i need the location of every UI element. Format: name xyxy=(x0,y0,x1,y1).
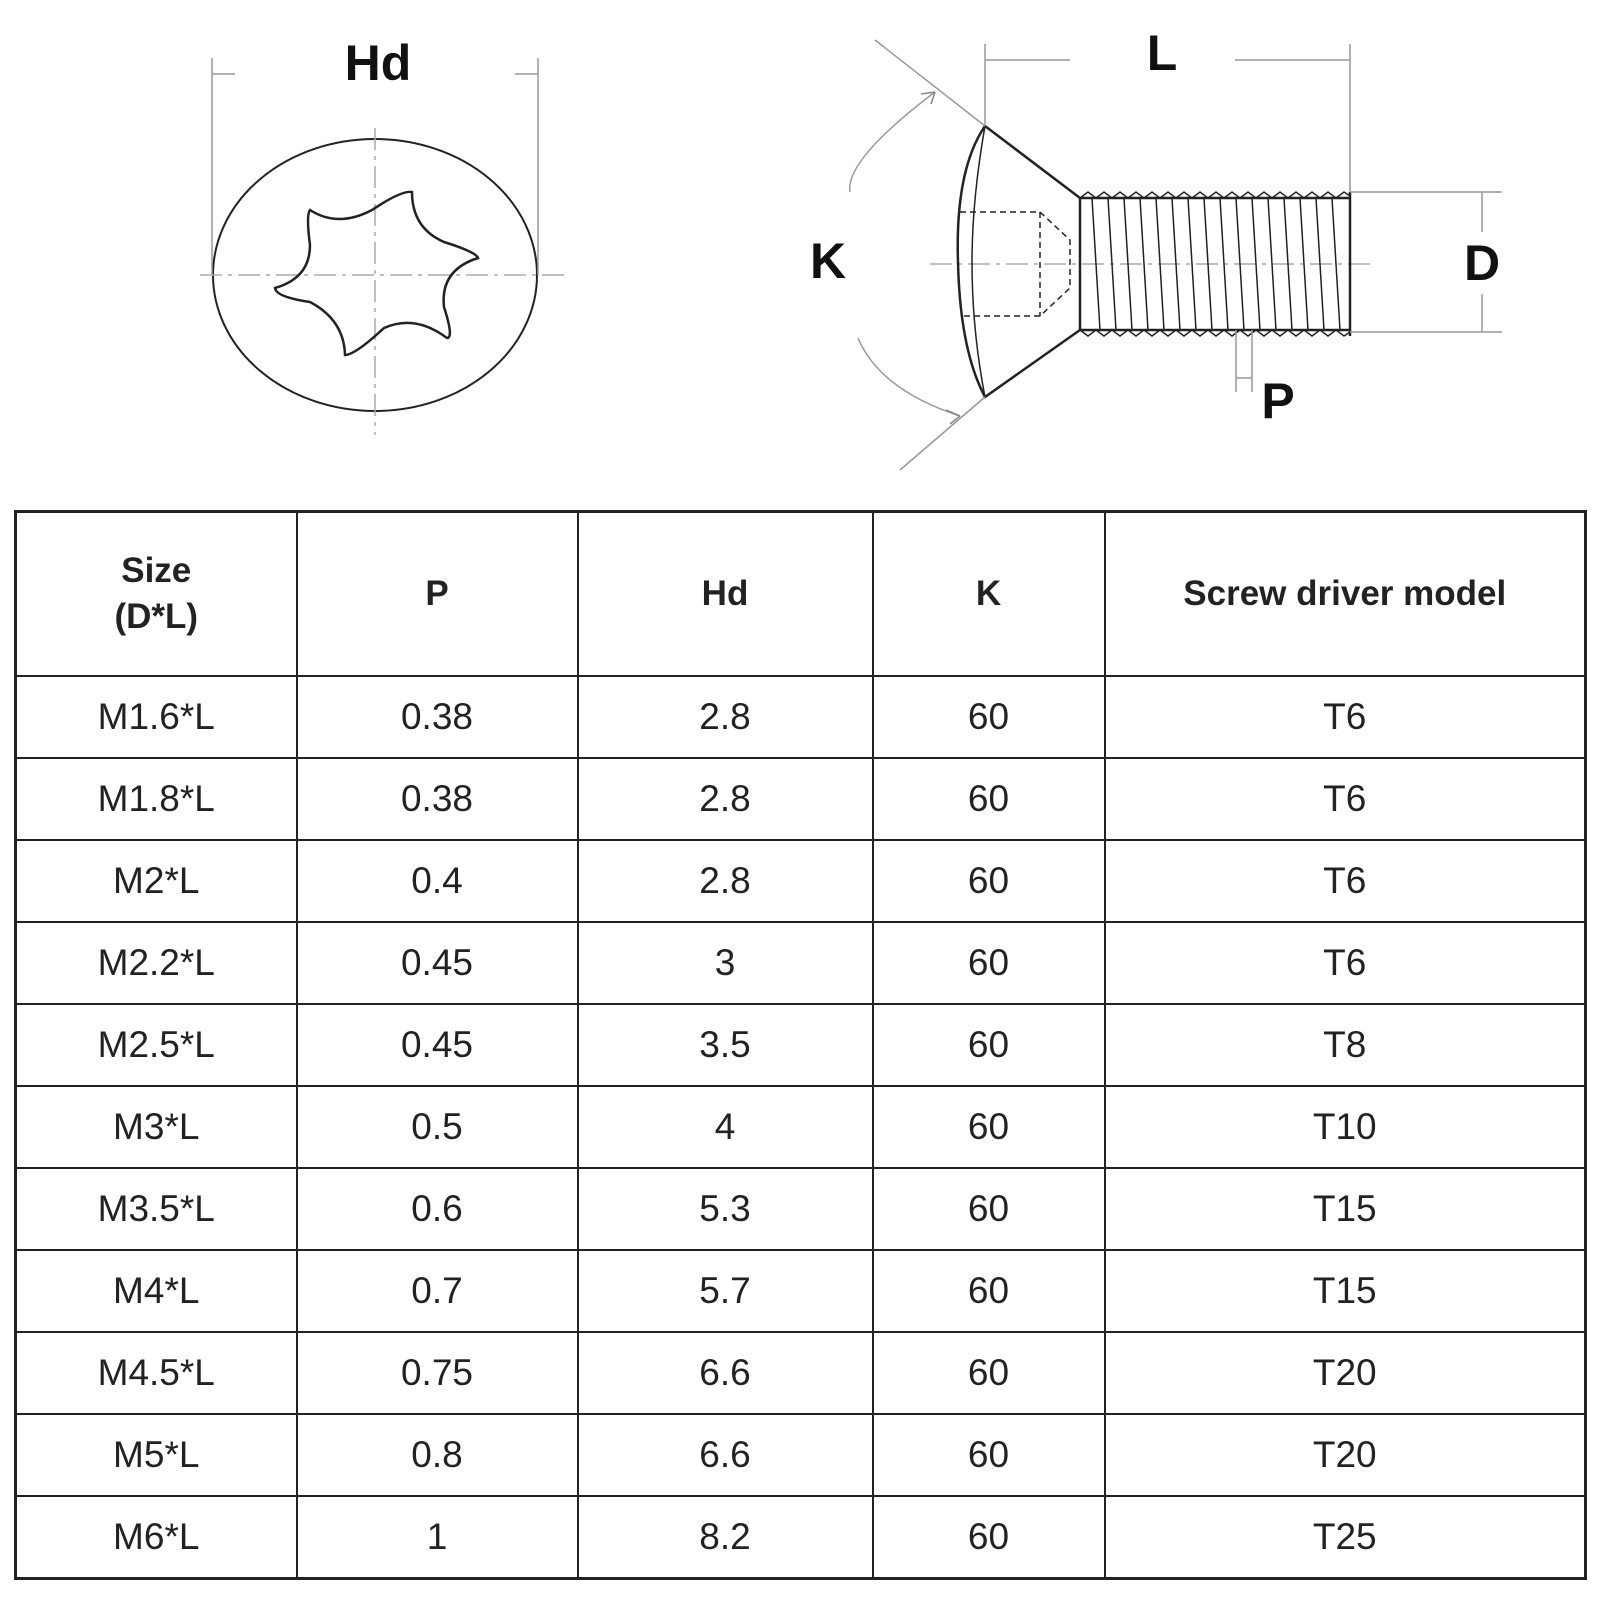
table-row xyxy=(16,840,1586,922)
cell-hd: 8.2 xyxy=(578,1496,873,1579)
cell-driver: T15 xyxy=(1105,1250,1586,1332)
cell-driver: T6 xyxy=(1105,676,1586,758)
cell-size: M1.8*L xyxy=(16,758,297,840)
cell-p: 0.4 xyxy=(297,840,578,922)
cell-driver: T20 xyxy=(1105,1414,1586,1496)
cell-driver: T8 xyxy=(1105,1004,1586,1086)
table-row xyxy=(16,1250,1586,1332)
cell-hd: 3 xyxy=(578,922,873,1004)
cell-hd: 6.6 xyxy=(578,1332,873,1414)
d-label: D xyxy=(1463,235,1501,291)
cell-p: 0.45 xyxy=(297,1004,578,1086)
cell-p: 0.5 xyxy=(297,1086,578,1168)
cell-size: M3.5*L xyxy=(16,1168,297,1250)
table-row xyxy=(16,676,1586,758)
k-label: K xyxy=(809,233,847,289)
cell-k: 60 xyxy=(873,1250,1105,1332)
p-label: P xyxy=(1261,373,1295,429)
cell-k: 60 xyxy=(873,1086,1105,1168)
header-hd: Hd xyxy=(578,512,873,677)
cell-p: 0.8 xyxy=(297,1414,578,1496)
cell-driver: T15 xyxy=(1105,1168,1586,1250)
cell-p: 1 xyxy=(297,1496,578,1579)
cell-size: M4*L xyxy=(16,1250,297,1332)
table-row xyxy=(16,758,1586,840)
header-driver: Screw driver model xyxy=(1105,512,1586,677)
cell-size: M5*L xyxy=(16,1414,297,1496)
cell-hd: 2.8 xyxy=(578,676,873,758)
table-row xyxy=(16,1332,1586,1414)
cell-k: 60 xyxy=(873,922,1105,1004)
cell-hd: 6.6 xyxy=(578,1414,873,1496)
cell-k: 60 xyxy=(873,676,1105,758)
cell-driver: T10 xyxy=(1105,1086,1586,1168)
cell-k: 60 xyxy=(873,1168,1105,1250)
cell-k: 60 xyxy=(873,840,1105,922)
header-size: Size (D*L) xyxy=(16,512,297,677)
cell-size: M2.2*L xyxy=(16,922,297,1004)
cell-size: M3*L xyxy=(16,1086,297,1168)
cell-size: M4.5*L xyxy=(16,1332,297,1414)
cell-size: M2*L xyxy=(16,840,297,922)
spec-table xyxy=(14,510,1587,1580)
cell-k: 60 xyxy=(873,1496,1105,1579)
screw-technical-drawing xyxy=(0,0,1600,500)
cell-driver: T6 xyxy=(1105,840,1586,922)
cell-k: 60 xyxy=(873,1414,1105,1496)
cell-driver: T6 xyxy=(1105,758,1586,840)
cell-hd: 2.8 xyxy=(578,758,873,840)
cell-driver: T25 xyxy=(1105,1496,1586,1579)
countersunk-head xyxy=(958,126,1080,397)
screw-side-view xyxy=(930,126,1370,397)
cell-k: 60 xyxy=(873,1004,1105,1086)
cell-p: 0.7 xyxy=(297,1250,578,1332)
cell-driver: T6 xyxy=(1105,922,1586,1004)
table-row xyxy=(16,1086,1586,1168)
table-row xyxy=(16,922,1586,1004)
cell-p: 0.6 xyxy=(297,1168,578,1250)
cell-hd: 3.5 xyxy=(578,1004,873,1086)
table-row xyxy=(16,1168,1586,1250)
table-header-row xyxy=(16,512,1586,677)
cell-hd: 5.3 xyxy=(578,1168,873,1250)
cell-k: 60 xyxy=(873,758,1105,840)
l-label: L xyxy=(1146,25,1178,81)
cell-hd: 2.8 xyxy=(578,840,873,922)
table-row xyxy=(16,1414,1586,1496)
cell-p: 0.75 xyxy=(297,1332,578,1414)
cell-hd: 5.7 xyxy=(578,1250,873,1332)
hd-label: Hd xyxy=(344,35,412,91)
table-row xyxy=(16,1496,1586,1579)
header-p: P xyxy=(297,512,578,677)
cell-p: 0.38 xyxy=(297,676,578,758)
cell-hd: 4 xyxy=(578,1086,873,1168)
cell-p: 0.38 xyxy=(297,758,578,840)
cell-k: 60 xyxy=(873,1332,1105,1414)
header-k: K xyxy=(873,512,1105,677)
torx-star-icon xyxy=(275,192,478,355)
cell-size: M1.6*L xyxy=(16,676,297,758)
cell-size: M2.5*L xyxy=(16,1004,297,1086)
cell-size: M6*L xyxy=(16,1496,297,1579)
cell-driver: T20 xyxy=(1105,1332,1586,1414)
head-top-view xyxy=(200,58,565,435)
cell-p: 0.45 xyxy=(297,922,578,1004)
table-row xyxy=(16,1004,1586,1086)
